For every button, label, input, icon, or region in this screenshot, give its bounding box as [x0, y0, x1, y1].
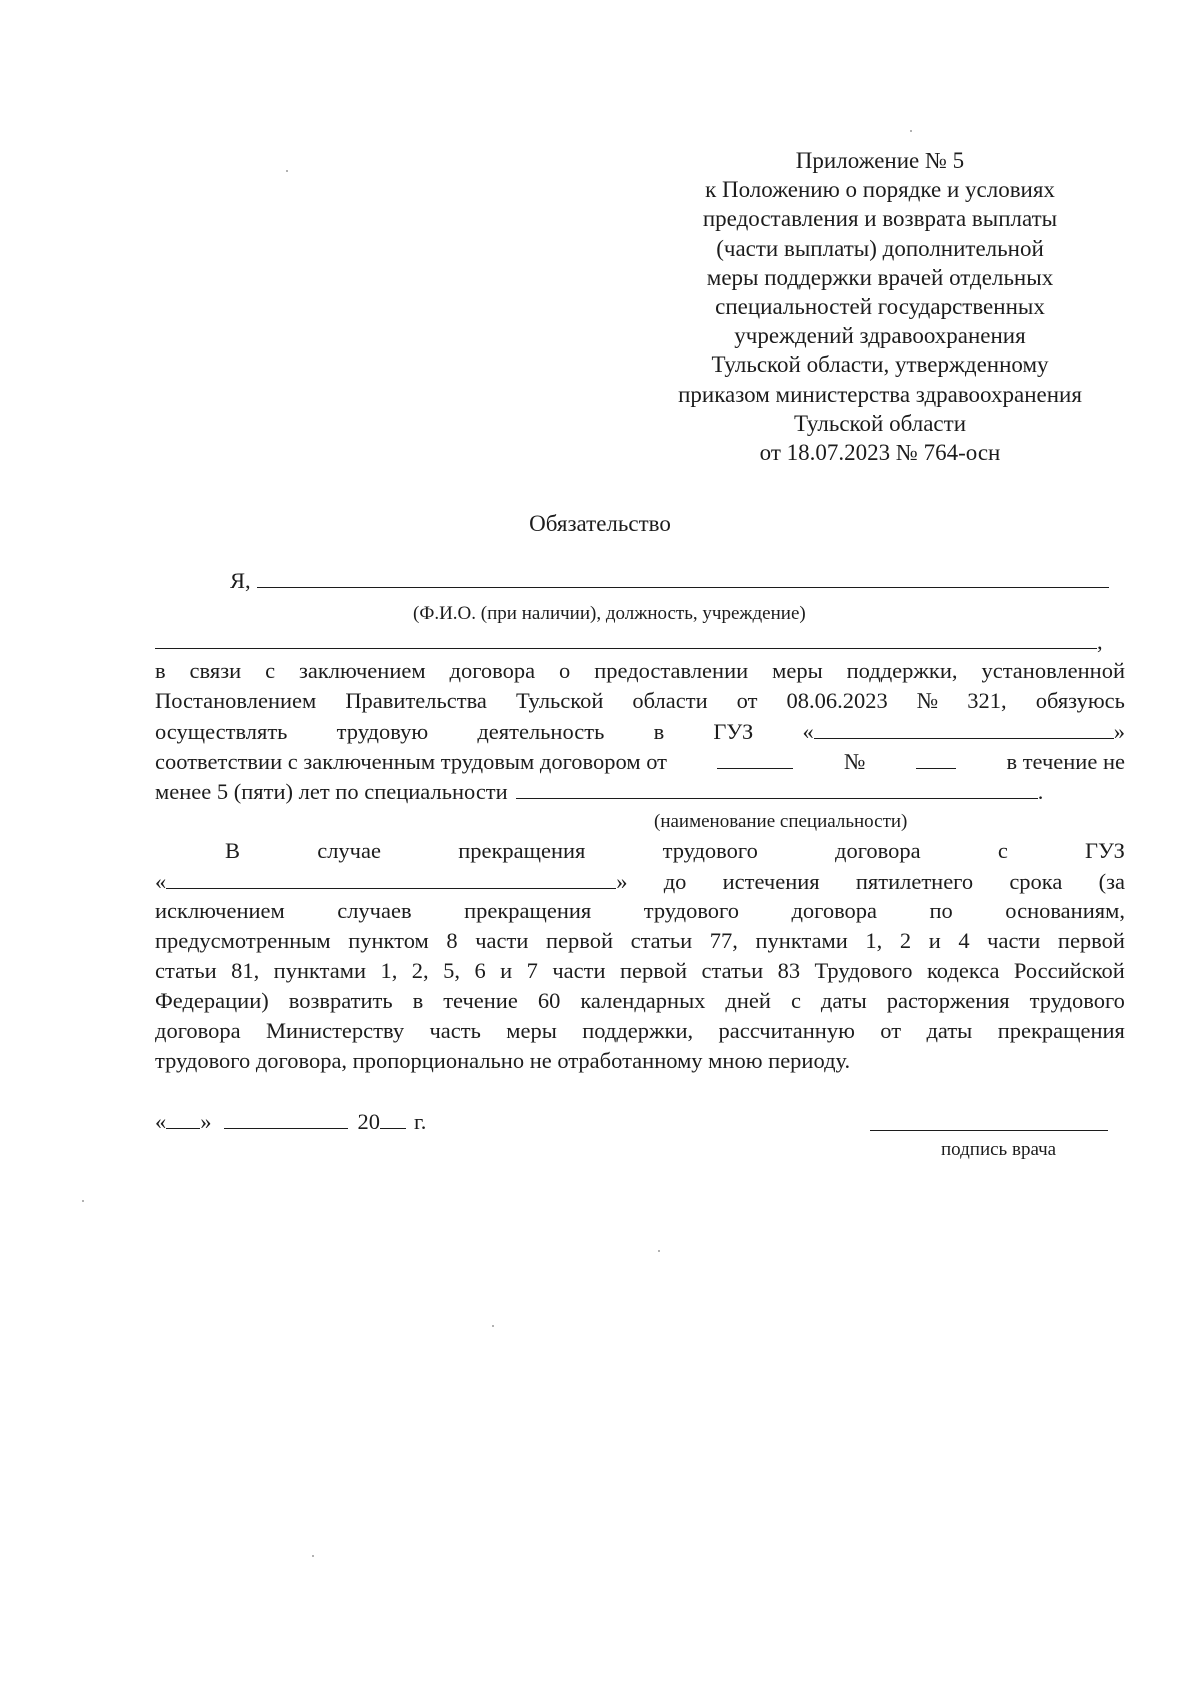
- signature-caption: подпись врача: [941, 1139, 1057, 1160]
- word: и: [928, 928, 941, 953]
- fio-line: [230, 565, 1130, 596]
- word: 6: [474, 958, 486, 983]
- para2-line3: [155, 896, 1125, 926]
- word: 08.06.2023: [786, 688, 888, 713]
- trailing-comma: ,: [1097, 629, 1103, 654]
- para2-line6: [155, 986, 1125, 1016]
- specialty-caption: (наименование специальности): [654, 811, 908, 832]
- word: пунктами: [273, 958, 367, 983]
- word: пунктами: [755, 928, 848, 953]
- word: в: [155, 658, 166, 683]
- header-line: приказом министерства здравоохранения: [678, 381, 1082, 407]
- word: №: [916, 688, 939, 713]
- para2-line5: [155, 956, 1125, 986]
- scan-speck: [312, 1555, 314, 1557]
- fio-continuation-blank[interactable]: [155, 626, 1097, 649]
- word: 7: [526, 958, 538, 983]
- i-label: Я,: [230, 568, 251, 593]
- scan-speck: [286, 170, 288, 172]
- word: статьи: [155, 958, 217, 983]
- contract-date-blank[interactable]: [717, 746, 793, 769]
- para2-line7: [155, 1016, 1125, 1046]
- word: 8: [446, 928, 458, 953]
- word: с: [997, 838, 1008, 863]
- word: Постановлением: [155, 688, 317, 713]
- document-title: Обязательство: [529, 511, 671, 536]
- para1-line3: осуществлять трудовую деятельность в ГУЗ « »: [155, 716, 1125, 747]
- header-line: предоставления и возврата выплаты: [702, 206, 1058, 232]
- word: 60: [537, 988, 561, 1013]
- word: с: [265, 658, 276, 683]
- word: поддержки,: [582, 1018, 694, 1043]
- word: части: [475, 928, 529, 953]
- word: части: [552, 958, 606, 983]
- word: В: [225, 838, 241, 863]
- word: с: [790, 988, 801, 1013]
- word: дней: [725, 988, 771, 1013]
- word: Министерству: [265, 1018, 405, 1043]
- word: трудового: [662, 838, 758, 863]
- word: Трудового: [814, 958, 913, 983]
- appendix-header: [640, 146, 1120, 467]
- word: статьи: [701, 958, 764, 983]
- year-blank[interactable]: [380, 1106, 406, 1129]
- word: договора: [835, 838, 921, 863]
- word: о: [559, 658, 571, 683]
- fio-continuation-line: [155, 626, 1135, 657]
- guz-name-field: « »: [802, 716, 1125, 747]
- word: от: [736, 688, 758, 713]
- word: Федерации): [155, 988, 269, 1013]
- word: трудового: [643, 898, 739, 923]
- word: 81,: [231, 958, 260, 983]
- header-line: к Положению о порядке и условиях: [705, 177, 1055, 203]
- scan-speck: [658, 1250, 660, 1252]
- header-line: Тульской области: [793, 410, 967, 436]
- word: обязуюсь: [1035, 688, 1125, 713]
- word: по: [929, 898, 953, 923]
- word: установленной: [981, 658, 1125, 683]
- guz-name-blank[interactable]: [814, 716, 1114, 739]
- word: меры: [772, 658, 823, 683]
- word: прекращения: [464, 898, 592, 923]
- guz-name-blank-2[interactable]: [166, 866, 616, 889]
- month-blank[interactable]: [224, 1106, 348, 1129]
- word: случаев: [337, 898, 412, 923]
- word: первой: [619, 958, 688, 983]
- word: прекращения: [458, 838, 586, 863]
- word: в: [412, 988, 424, 1013]
- para1-line5: менее 5 (пяти) лет по специальности .: [155, 776, 1135, 807]
- word: договора: [449, 658, 536, 683]
- para1-line4: соответствии с заключенным трудовым договором от № в течение не: [155, 746, 1125, 777]
- word: предусмотренным: [155, 928, 331, 953]
- header-line: меры поддержки врачей отдельных: [706, 264, 1054, 290]
- word: 77,: [709, 928, 738, 953]
- word: случае: [317, 838, 381, 863]
- word: первой: [545, 928, 613, 953]
- contract-number-blank[interactable]: [916, 746, 956, 769]
- word: меры: [506, 1018, 557, 1043]
- word: 83: [777, 958, 801, 983]
- specialty-blank[interactable]: [516, 776, 1038, 799]
- para2-line4: [155, 926, 1125, 956]
- word: часть: [429, 1018, 481, 1043]
- scan-speck: [492, 1325, 494, 1327]
- header-line: Приложение № 5: [795, 148, 965, 173]
- word: и: [500, 958, 513, 983]
- word: календарных: [580, 988, 706, 1013]
- word: расторжения: [886, 988, 1010, 1013]
- word: части: [987, 928, 1041, 953]
- word: 1,: [865, 928, 883, 953]
- word: области: [632, 688, 708, 713]
- word: поддержки,: [846, 658, 958, 683]
- word: течение: [443, 988, 518, 1013]
- word: даты: [820, 988, 867, 1013]
- word: ГУЗ: [1085, 838, 1125, 863]
- word: статьи: [630, 928, 693, 953]
- para2-line2: « » до истечения пятилетнего срока (за: [155, 866, 1125, 897]
- word: трудового: [1029, 988, 1125, 1013]
- word: даты: [926, 1018, 973, 1043]
- word: 1,: [380, 958, 398, 983]
- word: первой: [1057, 928, 1125, 953]
- header-line: (части выплаты) дополнительной: [716, 235, 1044, 261]
- word: договора: [155, 1018, 241, 1043]
- guz-name-field-2: « »: [155, 866, 628, 897]
- header-line: учреждений здравоохранения: [734, 323, 1026, 349]
- word: рассчитанную: [718, 1018, 855, 1043]
- header-line: специальностей государственных: [715, 294, 1045, 320]
- header-line: от 18.07.2023 № 764-осн: [759, 440, 1001, 466]
- fio-blank[interactable]: [257, 565, 1109, 588]
- word: Тульской: [515, 688, 604, 713]
- para1-line2: [155, 686, 1125, 716]
- fio-caption: (Ф.И.О. (при наличии), должность, учреждение): [413, 603, 806, 624]
- word: 2,: [411, 958, 429, 983]
- date-line: « » 20 г.: [155, 1106, 426, 1137]
- day-blank[interactable]: [166, 1106, 200, 1129]
- word: 2: [899, 928, 912, 953]
- word: кодекса: [927, 958, 1000, 983]
- word: 5,: [443, 958, 460, 983]
- header-line: Тульской области, утвержденному: [711, 352, 1049, 378]
- word: пунктом: [348, 928, 429, 953]
- word: исключением: [155, 898, 285, 923]
- word: возвратить: [288, 988, 393, 1013]
- word: предоставлении: [594, 658, 749, 683]
- scan-speck: [82, 1200, 84, 1202]
- word: 4: [958, 928, 970, 953]
- word: основаниям,: [1005, 898, 1125, 923]
- word: 321,: [967, 688, 1007, 713]
- para1-line1: [155, 656, 1125, 686]
- scan-speck: [910, 130, 912, 132]
- word: Российской: [1013, 958, 1125, 983]
- word: от: [880, 1018, 902, 1043]
- para2-line1: [225, 836, 1125, 866]
- signature-blank[interactable]: [870, 1130, 1108, 1131]
- word: заключением: [298, 658, 426, 683]
- word: прекращения: [997, 1018, 1125, 1043]
- word: Правительства: [345, 688, 487, 713]
- word: связи: [189, 658, 242, 683]
- word: договора: [791, 898, 878, 923]
- para2-line8: трудового договора, пропорционально не отработанному мною периоду.: [155, 1048, 851, 1073]
